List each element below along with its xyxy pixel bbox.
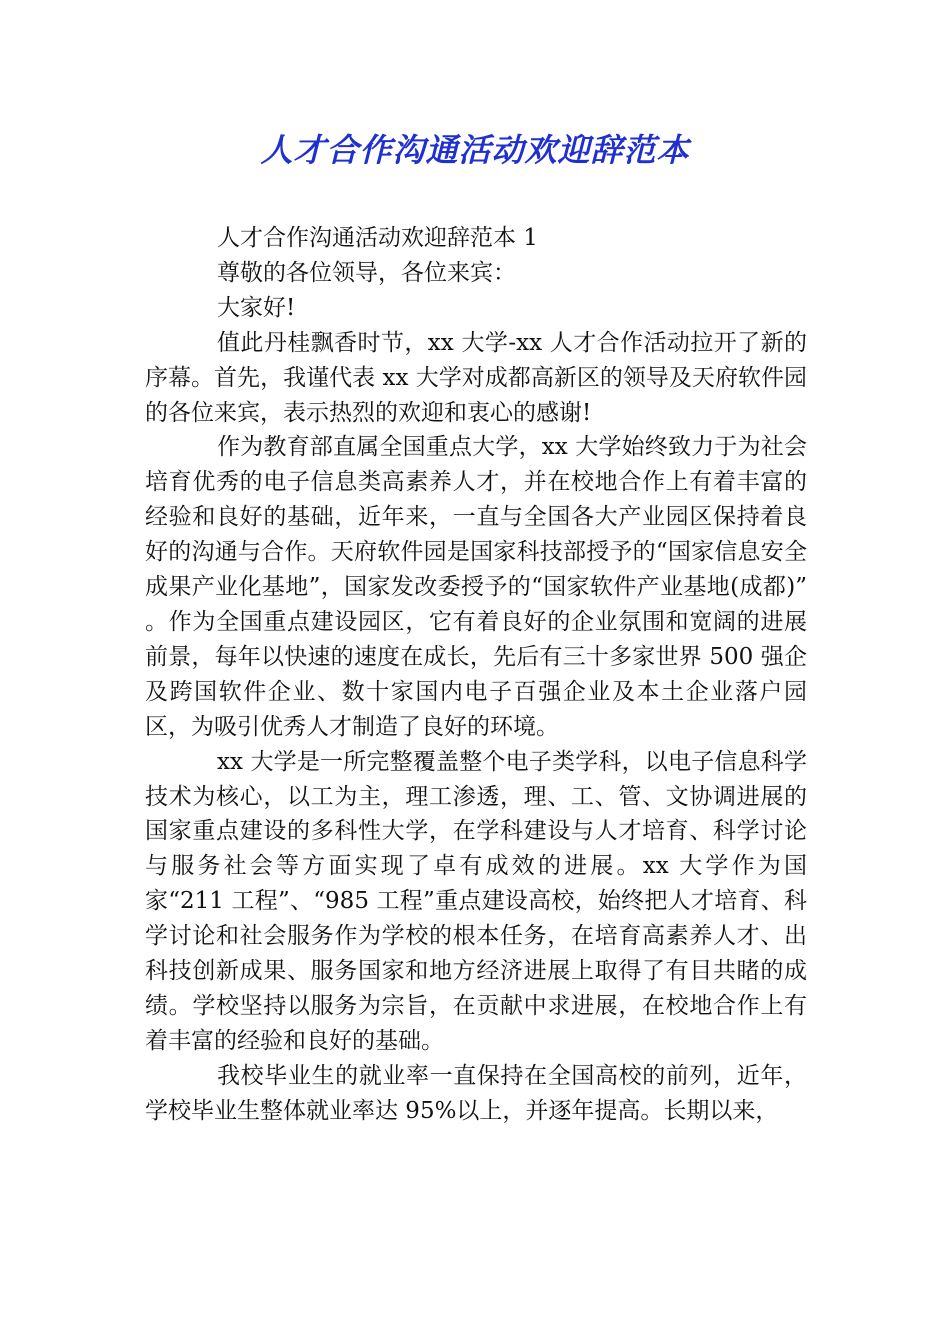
document-body bbox=[145, 221, 807, 1129]
document-title: 人才合作沟通活动欢迎辞范本 bbox=[260, 131, 690, 169]
greeting: 大家好! bbox=[217, 294, 296, 321]
paragraph-opening: 值此丹桂飘香时节，xx 大学-xx 人才合作活动拉开了新的序幕。首先，我谨代表 xx 大学对成都高新区的领导及天府软件园的各位来宾，表示热烈的欢迎和衷心的感谢! bbox=[145, 329, 807, 426]
paragraph-employment: 我校毕业生的就业率一直保持在全国高校的前列，近年，学校毕业生整体就业率达 95%以上，并逐年提高。长期以来， bbox=[145, 1062, 807, 1124]
section-heading: 人才合作沟通活动欢迎辞范本 1 bbox=[217, 225, 538, 251]
paragraph-university-profile: xx 大学是一所完整覆盖整个电子类学科，以电子信息科学技术为核心，以工为主，理工渗透，理、工、管、文协调进展的国家重点建设的多科性大学，在学科建设与人才培育、科学讨论与服务社会等方面实现了卓有成效的进展。xx 大学作为国家“211 工程”、“985 工程”重点建设高校，始终把人才培育、科学讨论和社会服务作为学校的根本任务，在培育高素养人才、出科技创新成果、服务国家和地方经济进展上取得了有目共睹的成绩。学校坚持以服务为宗旨，在贡献中求进展，在校地合作上有着丰富的经验和良好的基础。 bbox=[145, 748, 807, 1054]
salutation: 尊敬的各位领导，各位来宾： bbox=[217, 259, 516, 286]
paragraph-university-intro: 作为教育部直属全国重点大学，xx 大学始终致力于为社会培育优秀的电子信息类高素养人才，并在校地合作上有着丰富的经验和良好的基础，近年来，一直与全国各大产业园区保持着良好的沟通与合作。天府软件园是国家科技部授予的“国家信息安全成果产业化基地”，国家发改委授予的“国家软件产业基地(成都)” 。作为全国重点建设园区，它有着良好的企业氛围和宽阔的进展前景，每年以快速的速度在成长，先后有三十多家世界 500 强企及跨国软件企业、数十家国内电子百强企业及本土企业落户园区，为吸引优秀人才制造了良好的环境。 bbox=[145, 434, 807, 740]
